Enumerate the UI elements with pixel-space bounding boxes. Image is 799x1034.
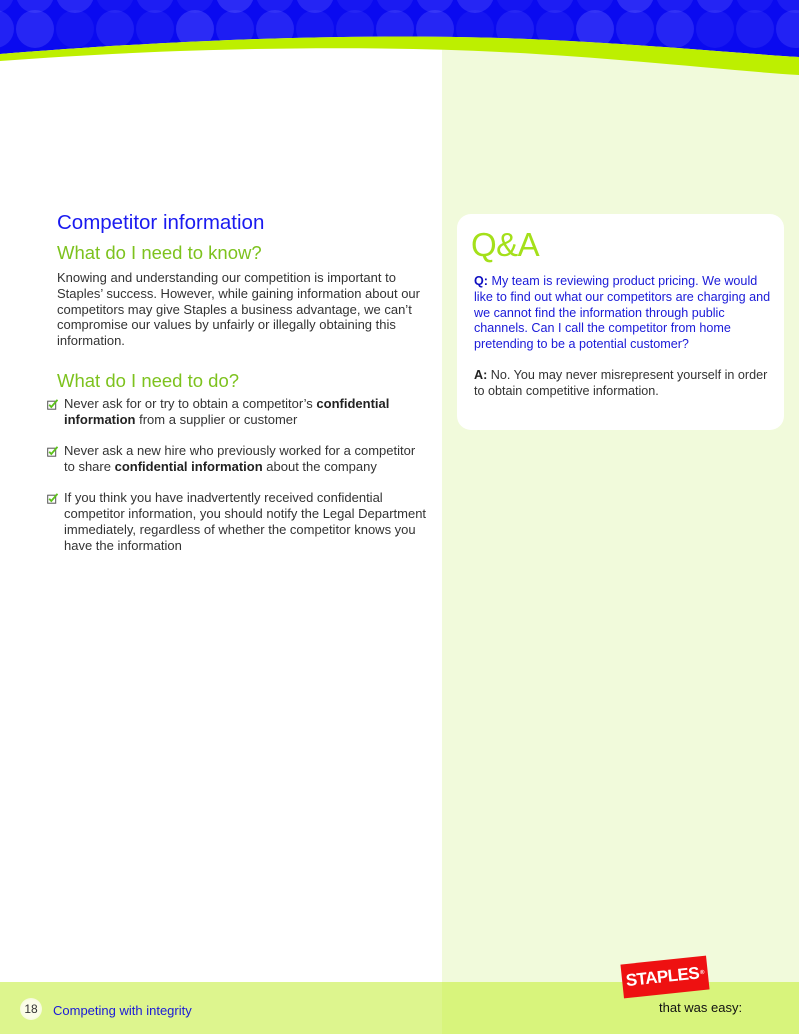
action-checklist bbox=[47, 396, 427, 553]
footer-section-name: Competing with integrity bbox=[53, 1003, 192, 1018]
question-text: My team is reviewing product pricing. We would like to find out what our competitors are charging and we cannot find the information through public channels. Can I call the competitor from home pretending to be a potential customer? bbox=[474, 274, 771, 352]
section-title: Competitor information bbox=[57, 211, 265, 234]
checklist-text-after: about the company bbox=[262, 458, 377, 474]
checklist-item bbox=[47, 396, 427, 428]
qa-answer bbox=[474, 368, 774, 400]
header-decorative-circle bbox=[616, 10, 654, 48]
checkbox-checked-icon bbox=[47, 446, 58, 457]
do-heading: What do I need to do? bbox=[57, 369, 240, 391]
page-number: 18 bbox=[20, 998, 42, 1020]
know-heading: What do I need to know? bbox=[57, 242, 262, 263]
header-decorative-circle bbox=[656, 10, 694, 48]
checkbox-checked-icon bbox=[47, 493, 58, 504]
checklist-text-before: Never ask a new hire who previously worked for a competitor to share bbox=[64, 443, 416, 474]
checklist-text-bold: confidential information bbox=[114, 458, 263, 474]
checklist-item bbox=[47, 490, 427, 553]
header-decorative-circle bbox=[736, 10, 774, 48]
qa-title: Q&A bbox=[471, 226, 540, 263]
main-content bbox=[57, 210, 427, 569]
registered-mark: ® bbox=[699, 969, 705, 977]
header-decorative-circle bbox=[696, 10, 734, 48]
logo-tagline: that was easy: bbox=[659, 1000, 743, 1015]
qa-question bbox=[474, 274, 774, 353]
checklist-text-before: Never ask for or try to obtain a competitor’s bbox=[64, 395, 317, 411]
decorative-header-banner bbox=[0, 0, 799, 80]
checklist-text-bold: confidential information bbox=[64, 395, 390, 427]
header-decorative-circle bbox=[56, 10, 94, 48]
checkbox-checked-icon bbox=[47, 399, 58, 410]
header-decorative-circle bbox=[136, 10, 174, 48]
question-label: Q: bbox=[474, 274, 488, 288]
checklist-text-after: from a supplier or customer bbox=[135, 411, 298, 427]
header-banner-graphic bbox=[0, 0, 799, 80]
header-decorative-circle bbox=[16, 10, 54, 48]
footer-right-band bbox=[442, 982, 799, 1034]
header-decorative-circle bbox=[96, 10, 134, 48]
know-body-text: Knowing and understanding our competition is important to Staples’ success. However, while gaining information about our competitors may give Staples a business advantage, we can’t compromise our values by unfairly or illegally obtaining this information. bbox=[57, 270, 420, 349]
answer-label: A: bbox=[474, 368, 488, 382]
checklist-item bbox=[47, 443, 427, 475]
answer-text: No. You may never misrepresent yourself in order to obtain competitive information. bbox=[474, 368, 768, 398]
sidebar-panel-background bbox=[442, 0, 799, 982]
logo-text: STAPLES bbox=[624, 963, 701, 991]
checklist-text-before: If you think you have inadvertently received confidential competitor information, you should notify the Legal Department immediately, regardless of whether the competitor knows you have the information bbox=[64, 490, 427, 553]
qa-card bbox=[457, 214, 784, 430]
